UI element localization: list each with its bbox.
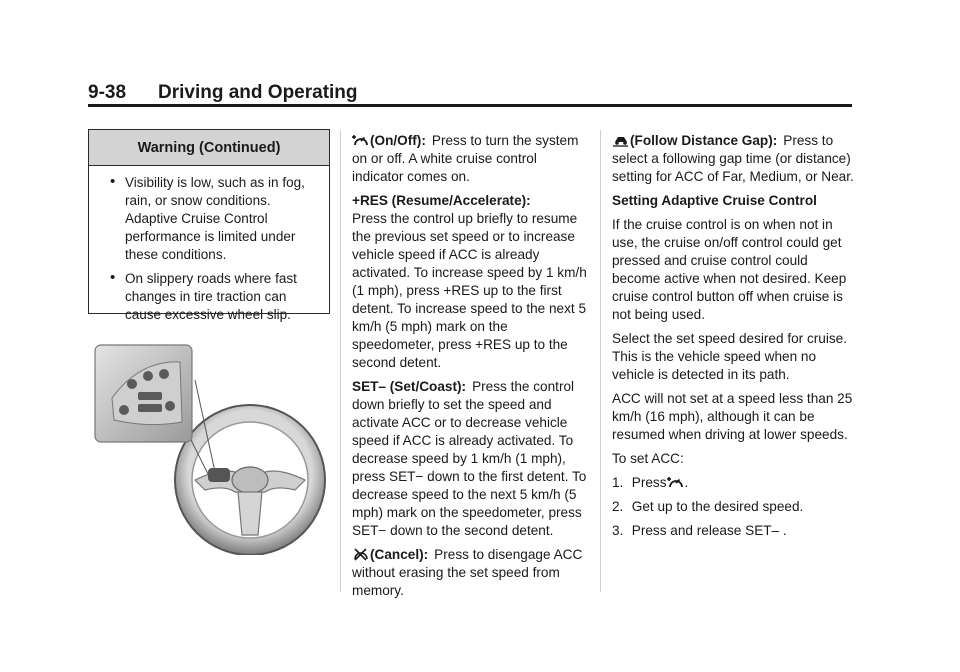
- section-title: Driving and Operating: [158, 82, 358, 103]
- cancel-paragraph: [352, 546, 592, 600]
- header-rule: [88, 104, 852, 107]
- on-off-paragraph: [352, 132, 592, 186]
- warning-item: • On slippery roads where fast changes in tire traction can cause excessive wheel slip.: [105, 270, 319, 324]
- column-divider-1: [340, 130, 341, 592]
- warning-list: [89, 166, 329, 324]
- set-text: Press the control down briefly to set the speed and activate ACC or to decrease vehicle speed if ACC is already activated. To decrease speed by 1 km/h (1 mph), press SET− down to the first detent. To decrease speed to the next 5 km/h (5 mph) mark on the speedometer, press SET− down to the second detent.: [352, 379, 587, 538]
- warning-item: • Visibility is low, such as in fog, rain, or snow conditions. Adaptive Cruise Control performance is limited under these conditions.: [105, 174, 319, 264]
- step-1: 1. Press .: [612, 475, 689, 490]
- set-paragraph: [352, 378, 592, 540]
- column-divider-2: [600, 130, 601, 592]
- on-off-label: (On/Off):: [370, 133, 426, 148]
- cruise-cancel-icon: [352, 548, 369, 561]
- cruise-on-off-icon: [667, 476, 684, 489]
- controls-column: [352, 132, 592, 606]
- set-label: SET– (Set/Coast):: [352, 379, 467, 394]
- step-3: 3. Press and release SET– .: [612, 523, 787, 538]
- resume-label: +RES (Resume/Accelerate):: [352, 193, 531, 208]
- warning-title: Warning (Continued): [89, 130, 329, 166]
- setting-column: [612, 132, 856, 546]
- setting-paragraph: Select the set speed desired for cruise. This is the vehicle speed when no vehicle is detected in its path.: [612, 331, 847, 382]
- step-2: 2. Get up to the desired speed.: [612, 499, 804, 514]
- cancel-label: (Cancel):: [370, 547, 429, 562]
- follow-distance-gap-icon: [612, 134, 629, 147]
- steering-wheel-illustration: [90, 340, 330, 555]
- to-set-intro: To set ACC:: [612, 451, 684, 466]
- gap-label: (Follow Distance Gap):: [630, 133, 778, 148]
- resume-paragraph: [352, 192, 592, 372]
- resume-text: Press the control up briefly to resume the previous set speed or to increase vehicle speed if ACC is already activated. To increase speed by 1 km/h (1 mph), press +RES up to the first detent. To increase speed to the next 5 km/h (5 mph) mark on the speedometer, press +RES up to the second detent.: [352, 211, 587, 370]
- cancel-text: Press to disengage ACC without erasing the set speed from memory.: [352, 547, 583, 598]
- page-number: 9-38: [88, 82, 127, 103]
- setting-paragraph: ACC will not set at a speed less than 25 km/h (16 mph), although it can be resumed when driving at lower speeds.: [612, 391, 853, 442]
- on-off-text: Press to turn the system on or off. A white cruise control indicator comes on.: [352, 133, 579, 184]
- gap-paragraph: [612, 132, 856, 186]
- page-header: [88, 82, 852, 106]
- warning-box: [88, 129, 330, 322]
- cruise-on-off-icon: [352, 134, 369, 147]
- setting-heading: Setting Adaptive Cruise Control: [612, 193, 817, 208]
- gap-text: Press to select a following gap time (or distance) setting for ACC of Far, Medium, or Near.: [612, 133, 854, 184]
- setting-paragraph: If the cruise control is on when not in use, the cruise on/off control could get pressed and cruise control could become active when not desired. Keep cruise control button off when cruise is not being used.: [612, 217, 847, 322]
